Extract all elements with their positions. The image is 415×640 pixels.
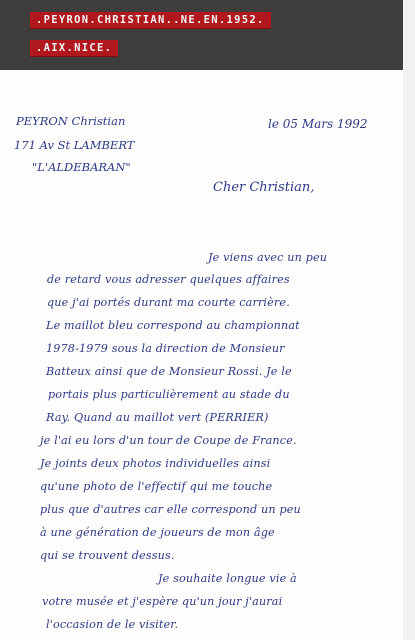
body-line: Ray. Quand au maillot vert (PERRIER) [46,411,269,424]
body-line: l'occasion de le visiter. [46,618,179,631]
letter-date: le 05 Mars 1992 [268,117,368,131]
body-line: plus que d'autres car elle correspond un peu [40,503,301,516]
body-line: portais plus particulièrement au stade du [48,388,290,401]
body-line: qui se trouvent dessus. [40,549,175,562]
sender-name: PEYRON Christian [16,114,126,128]
body-line: Batteux ainsi que de Monsieur Rossi. Je le [46,365,292,378]
salutation: Cher Christian, [213,180,315,195]
body-line: votre musée et j'espère qu'un jour j'aurai [42,595,283,608]
label-tape-name: .PEYRON.CHRISTIAN..NE.EN.1952. [30,12,271,28]
sender-building: "L'ALDEBARAN" [32,160,131,174]
sender-street: 171 Av St LAMBERT [14,138,135,152]
scan-edge [403,0,415,640]
body-line: qu'une photo de l'effectif qui me touche [40,480,273,493]
body-line: Le maillot bleu correspond au championnat [46,319,300,332]
body-line: 1978-1979 sous la direction de Monsieur [46,342,285,355]
label-tape-city: .AIX.NICE. [30,40,118,56]
body-line: je l'ai eu lors d'un tour de Coupe de France. [40,434,297,447]
body-line: à une génération de joueurs de mon âge [40,526,275,539]
header-band [0,0,403,70]
body-line: de retard vous adresser quelques affaires [47,273,290,286]
body-line: Je souhaite longue vie à [158,572,297,585]
body-line: Je viens avec un peu [208,251,328,264]
body-line: que j'ai portés durant ma courte carrière. [47,296,290,309]
body-line: Je joints deux photos individuelles ainsi [40,457,271,470]
